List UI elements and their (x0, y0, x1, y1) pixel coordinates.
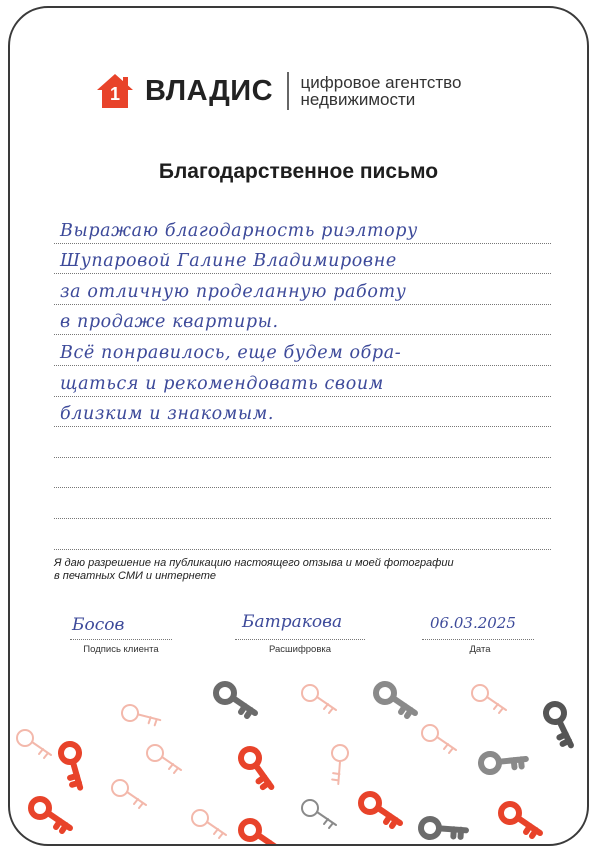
signature-date: 06.03.2025 (430, 614, 516, 632)
handwritten-text: в продаже квартиры. (60, 312, 279, 333)
letter-line (54, 335, 551, 366)
brand-tagline (301, 74, 462, 108)
vladis-logo (95, 67, 461, 115)
letter-line (54, 397, 551, 428)
letter-line (54, 213, 551, 244)
client-signature: Босов (72, 615, 125, 635)
handwritten-text: близким и знакомым. (60, 404, 274, 425)
date-line (422, 639, 534, 640)
letter-line (54, 458, 551, 489)
transcript-label: Расшифровка (268, 644, 332, 655)
publication-consent (54, 557, 534, 583)
letter-line (54, 366, 551, 397)
consent-line-1: Я даю разрешение на публикацию настоящего отзыва и моей фотографии (54, 557, 454, 569)
transcript-line (235, 639, 365, 640)
letter-line (54, 519, 551, 550)
letter-line (54, 305, 551, 336)
logo-digit: 1 (109, 84, 120, 104)
handwritten-text: Всё понравилось, еще будем обра- (60, 342, 402, 363)
consent-line-2: в печатных СМИ и интернете (54, 570, 217, 582)
tagline-line-1: цифровое агентство (300, 73, 462, 92)
letter-line (54, 274, 551, 305)
letter-title: Благодарственное письмо (158, 160, 439, 183)
handwritten-text: Выражаю благодарность риэлтору (60, 220, 418, 241)
date-label: Дата (469, 644, 491, 655)
letter-line (54, 427, 551, 458)
decorative-keys (10, 658, 587, 846)
house-logo-icon (95, 71, 135, 111)
client-signature-label: Подпись клиента (83, 644, 159, 655)
letter-body (54, 213, 551, 550)
thank-you-letter-card (8, 6, 589, 846)
letter-line (54, 488, 551, 519)
logo-divider (287, 72, 289, 110)
tagline-line-2: недвижимости (300, 90, 416, 109)
brand-name: ВЛАДИС (145, 74, 274, 107)
transcript-signature: Батракова (242, 612, 343, 632)
letter-line (54, 244, 551, 275)
handwritten-text: щаться и рекомендовать своим (60, 373, 384, 394)
client-signature-line (70, 639, 172, 640)
handwritten-text: за отличную проделанную работу (60, 281, 407, 302)
handwritten-text: Шупаровой Галине Владимировне (60, 251, 397, 272)
